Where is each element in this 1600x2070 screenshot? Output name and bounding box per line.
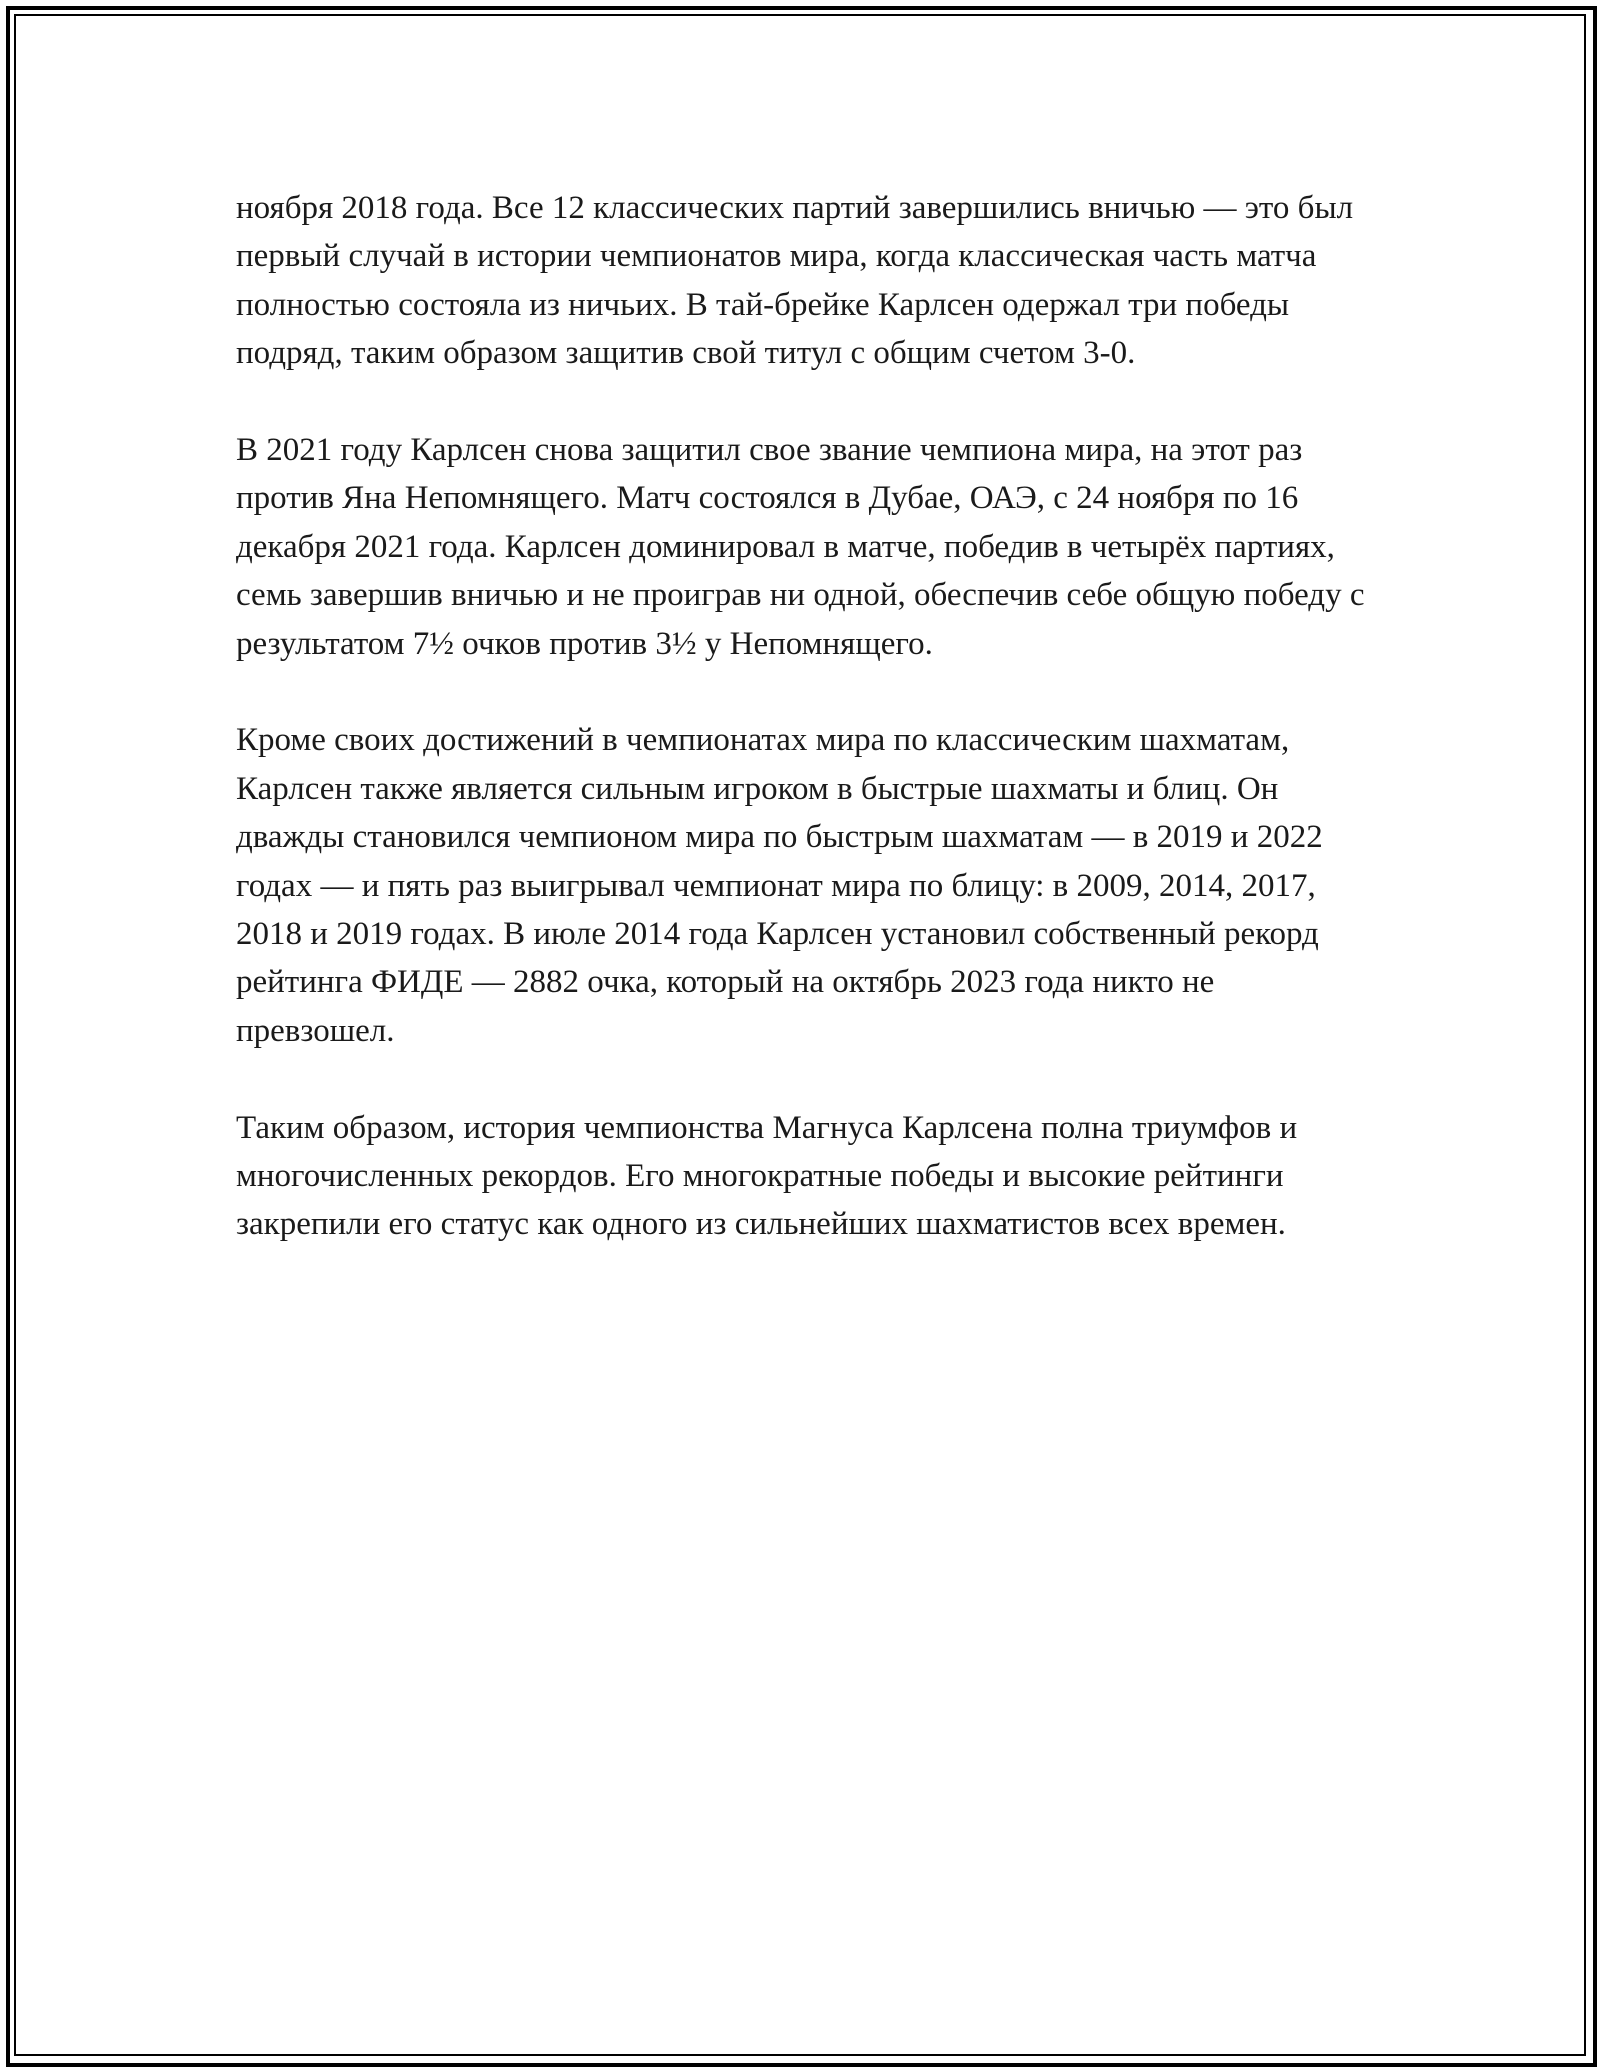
paragraph-world-championship-2018: ноября 2018 года. Все 12 классических партий завершились вничью — это был первый случай в истории чемпионатов мира, когда классическая часть матча полностью состояла из ничьих. В тай-брейке Карлсен одержал три победы подряд, таким образом защитив свой титул с общим счетом 3-0. — [236, 190, 1354, 372]
paragraph-conclusion: Таким образом, история чемпионства Магнуса Карлсена полна триумфов и многочисленных рекордов. Его многократные победы и высокие рейтинги закрепили его статус как одного из сильнейших шахматистов всех времен. — [236, 1109, 1298, 1243]
document-body — [236, 184, 1376, 1297]
paragraph-rapid-blitz-achievements: Кроме своих достижений в чемпионатах мира по классическим шахматам, Карлсен также является сильным игроком в быстрые шахматы и блиц. Он дважды становился чемпионом мира по быстрым шахматам — в 2019 и 2022 годах — и пять раз выигрывал чемпионат мира по блицу: в 2009, 2014, 2017, 2018 и 2019 годах. В июле 2014 года Карлсен установил собственный рекорд рейтинга ФИДЕ — 2882 очка, который на октябрь 2023 года никто не превзошел. — [236, 722, 1323, 1049]
paragraph-world-championship-2021: В 2021 году Карлсен снова защитил свое звание чемпиона мира, на этот раз против Яна Непомнящего. Матч состоялся в Дубае, ОАЭ, с 24 ноября по 16 декабря 2021 года. Карлсен доминировал в матче, победив в четырёх партиях, семь завершив вничью и не проиграв ни одной, обеспечив себе общую победу с результатом 7½ очков против 3½ у Непомнящего. — [236, 432, 1365, 662]
